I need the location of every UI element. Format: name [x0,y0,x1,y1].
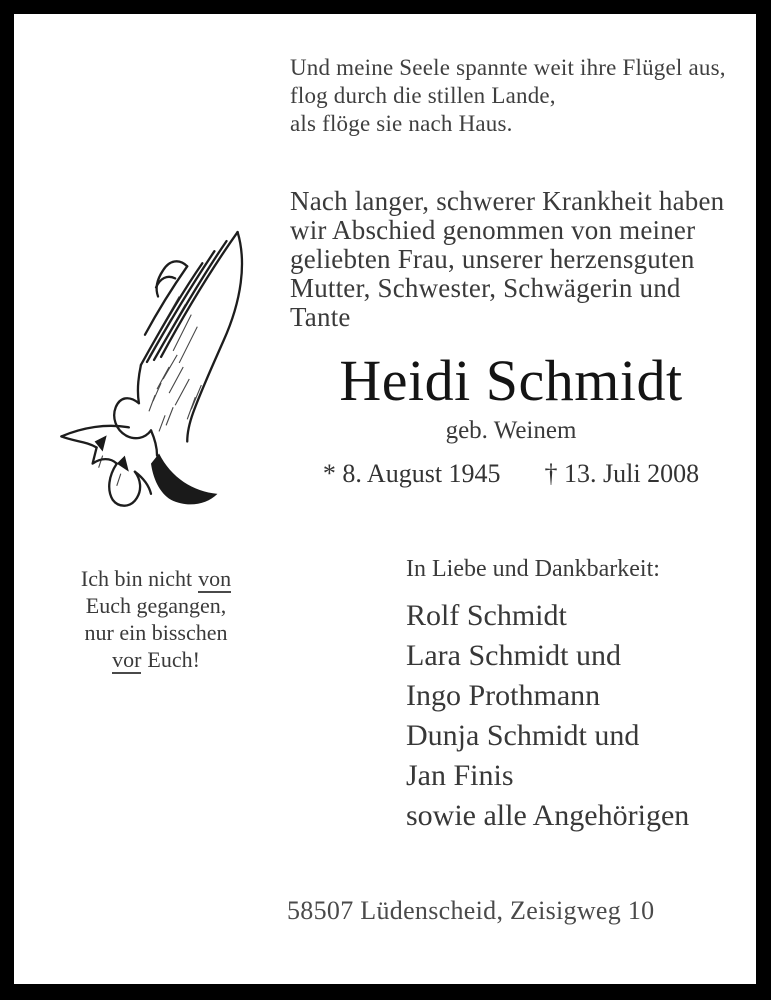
epitaph-line: Euch gegangen, [85,593,227,618]
verse-line: als flöge sie nach Haus. [290,111,513,136]
intro-line: Tante [290,302,351,332]
deceased-name: Heidi Schmidt [339,348,683,413]
intro-paragraph [290,187,724,332]
address-line: 58507 Lüdenscheid, Zeisigweg 10 [287,896,655,925]
maiden-name: geb. Weinem [445,417,577,444]
mourner-name: Dunja Schmidt und [406,719,640,752]
life-dates [290,458,732,490]
notice-paper [14,14,756,984]
verse-line: flog durch die stillen Lande, [290,83,556,108]
opening-verse [290,54,726,138]
underlined-word: vor [112,647,142,672]
mourner-name: Jan Finis [406,759,514,792]
epitaph-line: nur ein bisschen [84,620,228,645]
mourner-name: Lara Schmidt und [406,639,621,672]
praying-hands-icon [58,226,246,518]
verse-line: Und meine Seele spannte weit ihre Flügel aus, [290,55,726,80]
epitaph-line: vor Euch! [112,647,200,672]
epitaph-line: Ich bin nicht von [80,566,232,591]
underlined-word: von [198,566,232,591]
death-date: † 13. Juli 2008 [544,459,700,488]
mourner-name: Rolf Schmidt [406,599,567,632]
mourner-name: Ingo Prothmann [406,679,601,712]
intro-line: wir Abschied genommen von meiner [290,215,696,245]
mourners-heading: In Liebe und Dankbarkeit: [406,556,660,582]
mourner-names [406,596,689,836]
intro-line: Nach langer, schwerer Krankheit haben [290,186,725,216]
mourner-name: sowie alle Angehörigen [406,799,690,832]
mourners-block [406,555,689,836]
intro-line: Mutter, Schwester, Schwägerin und [290,273,681,303]
birth-date: * 8. August 1945 [322,459,501,488]
deceased-block [290,348,732,490]
intro-line: geliebten Frau, unserer herzensguten [290,244,695,274]
epitaph-quote [40,565,272,673]
